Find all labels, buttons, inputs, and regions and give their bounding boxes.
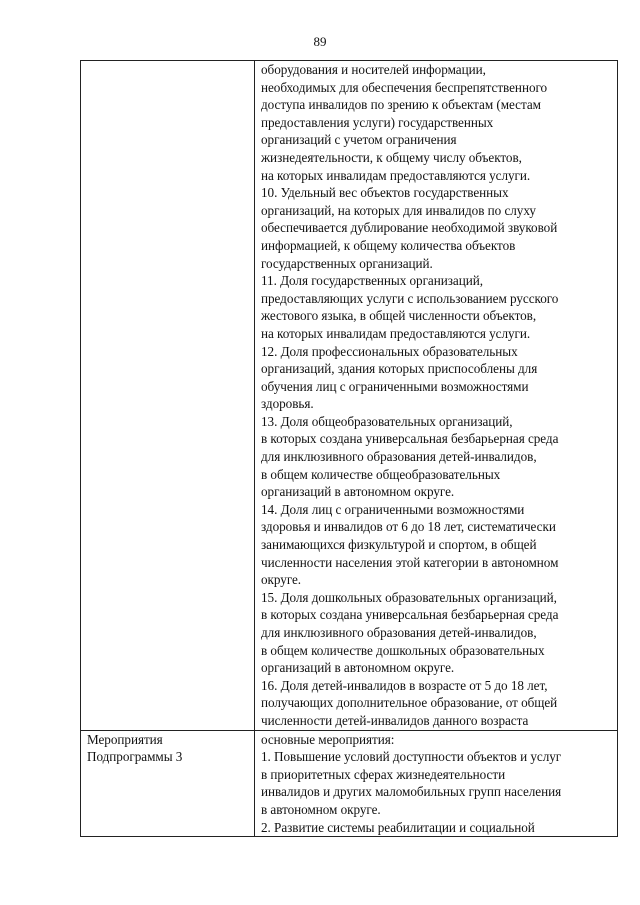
text-line: предоставления услуги) государственных	[261, 114, 494, 130]
text-line: на которых инвалидам предоставляются услуги.	[261, 325, 531, 341]
text-line: организаций, на которых для инвалидов по слуху	[261, 202, 536, 218]
row2-content-cell	[255, 730, 618, 837]
row1-content-cell	[255, 61, 618, 731]
text-line: 10. Удельный вес объектов государственных	[261, 185, 509, 201]
row1-label-cell	[81, 61, 255, 731]
row2-label-cell	[81, 730, 255, 837]
text-line: 16. Доля детей-инвалидов в возрасте от 5 до 18 лет,	[261, 677, 548, 693]
text-line: в автономном округе.	[261, 801, 381, 817]
text-line: жестового языка, в общей численности объектов,	[261, 308, 537, 324]
text-line: в общем количестве общеобразовательных	[261, 466, 501, 482]
program-table	[80, 60, 618, 837]
text-line: для инклюзивного образования детей-инвалидов,	[261, 625, 537, 640]
text-line: здоровья.	[261, 396, 314, 412]
text-line: 12. Доля профессиональных образовательных	[261, 343, 518, 359]
text-line: обучения лиц с ограниченными возможностями	[261, 378, 529, 394]
text-line: 2. Развитие системы реабилитации и социальной	[261, 819, 535, 835]
text-line: в приоритетных сферах жизнедеятельности	[261, 766, 506, 782]
text-line: округе.	[261, 572, 302, 588]
text-line: организаций в автономном округе.	[261, 660, 455, 676]
text-line: оборудования и носителей информации,	[261, 62, 486, 77]
text-line: занимающихся физкультурой и спортом, в общей	[261, 537, 537, 553]
table-row-activities	[81, 730, 618, 837]
page-number: 89	[313, 34, 327, 49]
text-line: обеспечивается дублирование необходимой звуковой	[261, 220, 558, 236]
text-line: 1. Повышение условий доступности объектов и услуг	[261, 749, 562, 765]
text-line: численности детей-инвалидов данного возраста	[261, 712, 529, 728]
text-line: предоставляющих услуги с использованием русского	[261, 290, 559, 306]
text-line: получающих дополнительное образование, от общей	[261, 695, 558, 711]
text-line: 15. Доля дошкольных образовательных организаций,	[261, 589, 557, 605]
text-line: в которых создана универсальная безбарьерная среда	[261, 607, 559, 623]
text-line: жизнедеятельности, к общему числу объектов,	[261, 149, 522, 165]
table-row-indicators	[81, 61, 618, 731]
text-line: организаций в автономном округе.	[261, 484, 455, 500]
text-line: организаций с учетом ограничения	[261, 132, 457, 148]
text-line: для инклюзивного образования детей-инвалидов,	[261, 449, 537, 465]
text-line: 11. Доля государственных организаций,	[261, 273, 483, 289]
text-line: на которых инвалидам предоставляются услуги.	[261, 167, 531, 183]
text-line: численности населения этой категории в автономном	[261, 554, 559, 570]
text-line: 14. Доля лиц с ограниченными возможностями	[261, 501, 525, 517]
text-line: инвалидов и других маломобильных групп населения	[261, 784, 562, 800]
text-line: в которых создана универсальная безбарьерная среда	[261, 431, 559, 447]
text-line: в общем количестве дошкольных образовательных	[261, 642, 545, 658]
text-line: государственных организаций.	[261, 255, 433, 271]
text-line: 13. Доля общеобразовательных организаций,	[261, 413, 513, 429]
row-label-line: Мероприятия	[87, 731, 163, 747]
row-label-line: Подпрограммы 3	[87, 749, 183, 765]
text-line: информацией, к общему количества объектов	[261, 237, 516, 253]
text-line: здоровья и инвалидов от 6 до 18 лет, систематически	[261, 519, 556, 535]
text-line: организаций, здания которых приспособлены для	[261, 361, 538, 377]
text-line: основные мероприятия:	[261, 731, 395, 747]
text-line: доступа инвалидов по зрению к объектам (местам	[261, 97, 541, 113]
text-line: необходимых для обеспечения беспрепятственного	[261, 79, 548, 95]
